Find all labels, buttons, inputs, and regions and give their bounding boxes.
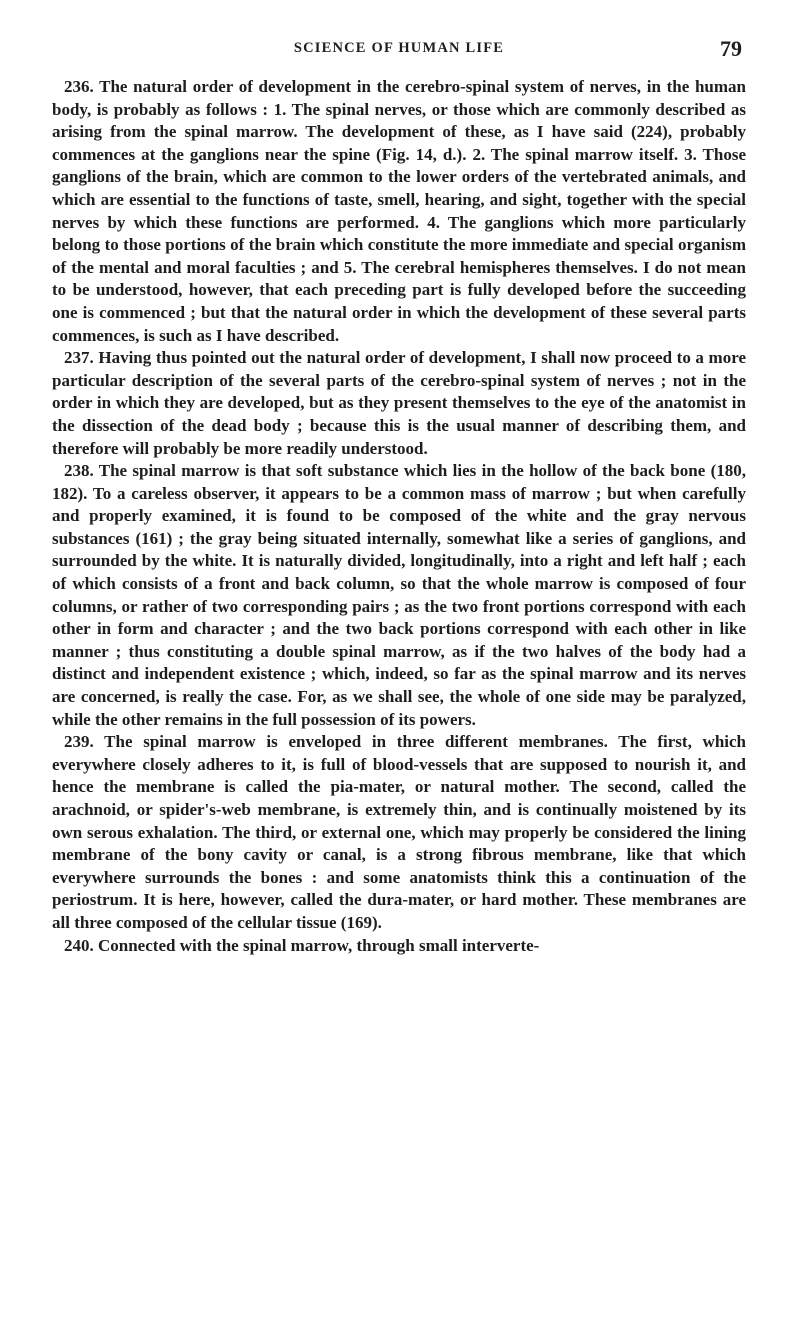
running-title: SCIENCE OF HUMAN LIFE — [293, 40, 505, 56]
running-head — [52, 36, 746, 76]
page-number: 79 — [720, 36, 742, 61]
paragraph-240: 240. Connected with the spinal marrow, through small interverte- — [64, 935, 540, 955]
paragraph-236: 236. The natural order of development in the cerebro-spinal system of nerves, in the human body, is probably as follows : 1. The spinal nerves, or those which are commonly described as arising from the spinal marrow. The development of these, as I have said (224), probably commences at the ganglions near the spine (Fig. 14, d.). 2. The spinal marrow itself. 3. Those ganglions of the brain, which are common to the lower orders of the vertebrated animals, and which are essential to the functions of taste, smell, hearing, and sight, together with the special nerves by which these functions are performed. 4. The ganglions which more particularly belong to those portions of the brain which constitute the more immediate and special organism of the mental and moral faculties ; and 5. The cerebral hemispheres themselves. I do not mean to be understood, however, that each preceding part is fully developed before the succeeding one is commenced ; but that the natural order in which the development of these several parts commences, is such as I have described. — [52, 77, 746, 345]
paragraph-238: 238. The spinal marrow is that soft substance which lies in the hollow of the back bone (180, 182). To a careless observer, it appears to be a common mass of marrow ; but when carefully and properly examined, it is found to be composed of the white and the gray nervous substances (161) ; the gray being situated internally, somewhat like a series of ganglions, and surrounded by the white. It is naturally divided, longitudinally, into a right and left half ; each of which consists of a front and back column, so that the whole marrow is composed of four columns, or rather of two corresponding pairs ; as the two front portions correspond with each other in form and character ; and the two back portions correspond with each other in like manner ; thus constituting a double spinal marrow, as if the two halves of the body had a distinct and independent existence ; which, indeed, so far as the spinal marrow and its nerves are concerned, is really the case. For, as we shall see, the whole of one side may be paralyzed, while the other remains in the full possession of its powers. — [52, 461, 746, 729]
body-text — [52, 76, 746, 957]
paragraph-239: 239. The spinal marrow is enveloped in three different membranes. The first, which everywhere closely adheres to it, is full of blood-vessels that are supposed to nourish it, and hence the membrane is called the pia-mater, or natural mother. The second, called the arachnoid, or spider's-web membrane, is extremely thin, and is continually moistened by its own serous exhalation. The third, or external one, which may properly be considered the lining membrane of the bony cavity or canal, is a strong fibrous membrane, like that which everywhere surrounds the bones : and some anatomists think this a continuation of the periostrum. It is here, however, called the dura-mater, or hard mother. These membranes are all three composed of the cellular tissue (169). — [52, 732, 746, 932]
paragraph-237: 237. Having thus pointed out the natural order of development, I shall now proceed to a more particular description of the several parts of the cerebro-spinal system of nerves ; not in the order in which they are developed, but as they present themselves to the eye of the anatomist in the dissection of the dead body ; because this is the usual manner of describing them, and therefore will probably be more readily understood. — [52, 348, 746, 458]
